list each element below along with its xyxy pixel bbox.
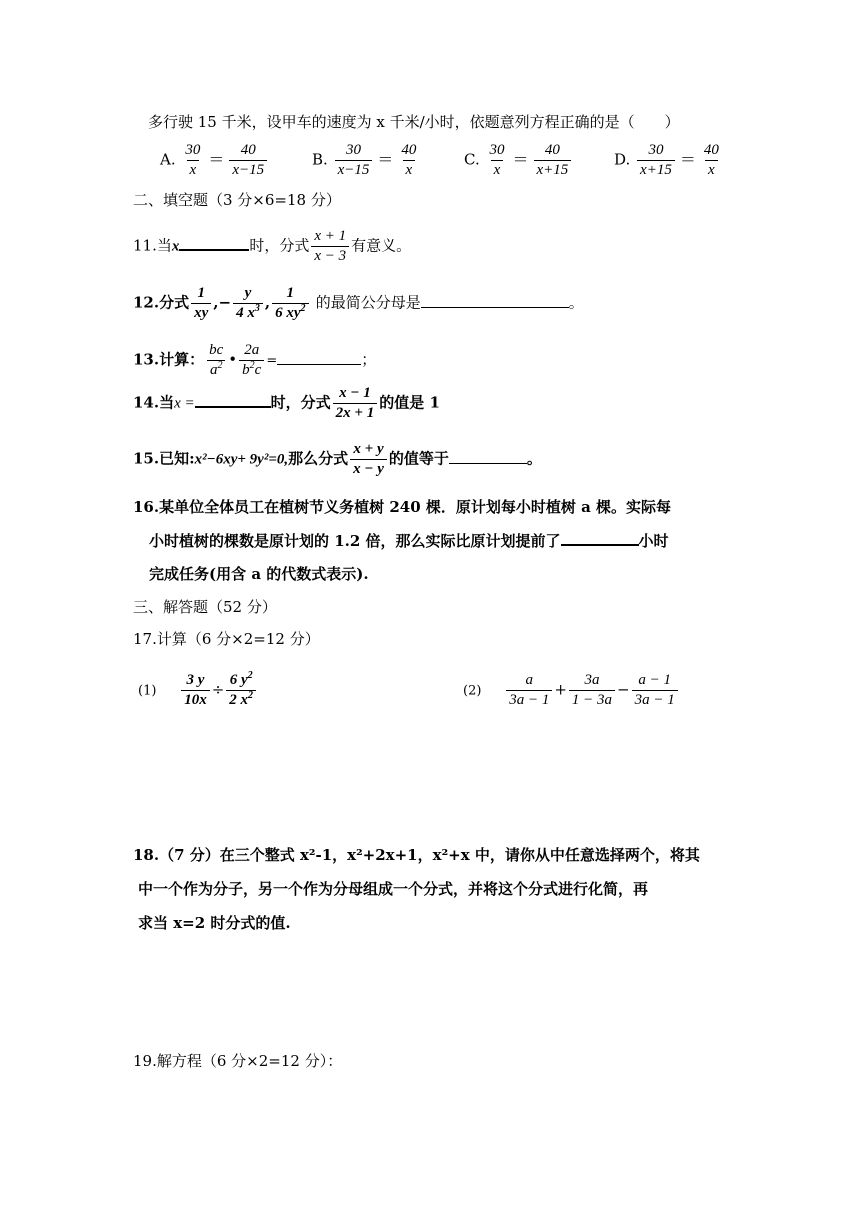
answer-blank[interactable] (449, 449, 527, 464)
question-17-part-1: (1) $\frac{3 y}{10x}$ ÷ $\frac{6 y^2}{2 x^2}$ (138, 672, 258, 709)
fraction: $\frac{40}{x-15}$ (229, 142, 267, 179)
fraction: $\frac{30}{x}$ (489, 142, 505, 178)
q10-option-a[interactable]: A. $\frac{30}{x}$ ＝ $\frac{40}{x-15}$ (160, 142, 269, 179)
fraction: $\frac{a - 1}{3a - 1}$ (632, 672, 678, 709)
fraction: $\frac{bc}{a^2}$ (206, 342, 226, 379)
section-heading-fill-in: 二、填空题（3 分×6=18 分） (133, 191, 341, 209)
fraction: $\frac{1}{6 xy^2}$ (272, 285, 308, 322)
fraction: $\frac{3 y}{10x}$ (181, 672, 210, 709)
question-18-line-1: 18.（7 分）在三个整式 x²-1，x²+2x+1，x²+x 中，请你从中任意选择两个，将其 (133, 846, 700, 864)
fraction: $\frac{30}{x+15}$ (637, 142, 675, 179)
fraction: $\frac{x + 1}{x - 3}$ (311, 228, 349, 265)
answer-blank[interactable] (179, 235, 249, 251)
question-19-title: 19.解方程（6 分×2=12 分）： (133, 1052, 343, 1070)
answer-blank[interactable] (421, 293, 569, 308)
fraction: $\frac{y}{4 x^3}$ (233, 285, 263, 322)
fraction: $\frac{3a}{1 - 3a}$ (569, 672, 615, 709)
q10-option-c[interactable]: C. $\frac{30}{x}$ ＝ $\frac{40}{x+15}$ (464, 142, 573, 179)
fraction: $\frac{x + y}{x - y}$ (350, 441, 387, 478)
q10-option-d[interactable]: D. $\frac{30}{x+15}$ ＝ $\frac{40}{x}$ (614, 142, 724, 179)
question-16-line-2: 小时植树的棵数是原计划的 1.2 倍，那么实际比原计划提前了 小时 (149, 532, 669, 550)
q10-option-b[interactable]: B. $\frac{30}{x-15}$ ＝ $\frac{40}{x}$ (312, 142, 421, 179)
question-15: 15.已知:x²−6xy+ 9y²=0,那么分式 $\frac{x + y}{x - y}$ 的值等于 。 (133, 441, 542, 477)
question-17-part-2: (2) $\frac{a}{3a - 1}$ + $\frac{3a}{1 - 3a}$ − $\frac{a - 1}{3a - 1}$ (463, 672, 680, 709)
question-16-line-3: 完成任务(用含 a 的代数式表示). (149, 565, 369, 583)
question-16-line-1: 16.某单位全体员工在植树节义务植树 240 棵．原计划每小时植树 a 棵。实际每 (133, 498, 672, 516)
answer-blank[interactable] (561, 530, 639, 546)
fraction: $\frac{2a}{b^2c}$ (239, 342, 264, 379)
question-12: 12.分式 $\frac{1}{xy}$ ,− $\frac{y}{4 x^3}$ , $\frac{1}{6 xy^2}$ 的最简公分母是 。 (133, 285, 584, 321)
answer-blank[interactable] (277, 350, 361, 365)
question-14: 14.当x = 时，分式 $\frac{x - 1}{2x + 1}$ 的值是 1 (133, 385, 440, 421)
question-18-line-3: 求当 x=2 时分式的值. (138, 914, 291, 932)
fraction: $\frac{x - 1}{2x + 1}$ (333, 385, 378, 422)
question-17-title: 17.计算（6 分×2=12 分） (133, 630, 320, 648)
fraction: $\frac{1}{xy}$ (191, 285, 211, 322)
fraction: $\frac{6 y^2}{2 x^2}$ (226, 672, 256, 709)
fraction: $\frac{40}{x}$ (703, 142, 719, 178)
fraction: $\frac{30}{x-15}$ (335, 142, 373, 179)
fraction: $\frac{40}{x}$ (401, 142, 417, 178)
question-11: 11.当x 时，分式 $\frac{x + 1}{x - 3}$ 有意义。 (133, 228, 412, 264)
fraction: $\frac{a}{3a - 1}$ (506, 672, 552, 709)
fraction: $\frac{30}{x}$ (185, 142, 201, 178)
q10-stem: 多行驶 15 千米，设甲车的速度为 x 千米/小时，依题意列方程正确的是（ ） (148, 113, 680, 131)
question-13: 13.计算： $\frac{bc}{a^2}$ • $\frac{2a}{b^2c}$ = ； (133, 342, 377, 378)
fraction: $\frac{40}{x+15}$ (534, 142, 572, 179)
answer-blank[interactable] (195, 392, 271, 408)
section-heading-solve: 三、解答题（52 分） (133, 598, 277, 616)
question-18-line-2: 中一个作为分子，另一个作为分母组成一个分式，并将这个分式进行化简，再 (138, 880, 649, 898)
